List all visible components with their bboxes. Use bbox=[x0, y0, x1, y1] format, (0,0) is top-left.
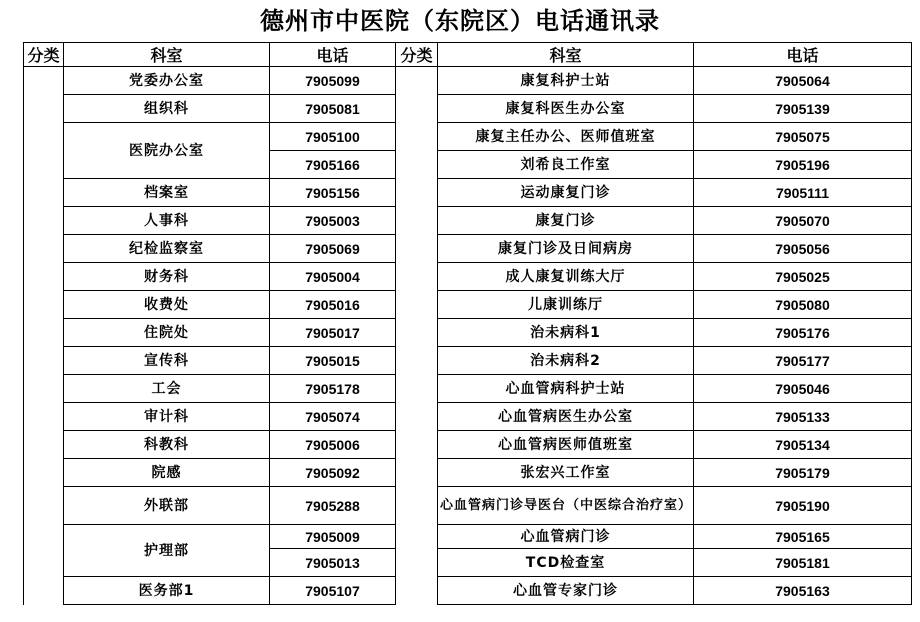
phone-cell: 7905080 bbox=[694, 291, 912, 319]
room-cell: 医务部1 bbox=[64, 577, 270, 605]
room-cell: 住院处 bbox=[64, 319, 270, 347]
header-room-right: 科室 bbox=[438, 43, 694, 67]
phone-cell: 7905165 bbox=[694, 525, 912, 549]
phone-cell: 7905074 bbox=[270, 403, 396, 431]
table-row bbox=[24, 525, 912, 549]
phone-cell: 7905006 bbox=[270, 431, 396, 459]
table-row bbox=[24, 207, 912, 235]
table-row bbox=[24, 347, 912, 375]
phone-cell: 7905133 bbox=[694, 403, 912, 431]
phone-cell: 7905139 bbox=[694, 95, 912, 123]
room-cell: 护理部 bbox=[64, 525, 270, 577]
phone-cell: 7905025 bbox=[694, 263, 912, 291]
room-cell: 儿康训练厅 bbox=[438, 291, 694, 319]
room-cell: 财务科 bbox=[64, 263, 270, 291]
room-cell: 医院办公室 bbox=[64, 123, 270, 179]
room-cell: 纪检监察室 bbox=[64, 235, 270, 263]
room-cell: 院感 bbox=[64, 459, 270, 487]
phone-cell: 7905111 bbox=[694, 179, 912, 207]
table-row bbox=[24, 291, 912, 319]
phone-cell: 7905099 bbox=[270, 67, 396, 95]
phone-cell: 7905046 bbox=[694, 375, 912, 403]
header-category-right: 分类 bbox=[396, 43, 438, 67]
room-cell: 心血管病科护士站 bbox=[438, 375, 694, 403]
phone-cell: 7905163 bbox=[694, 577, 912, 605]
table-row bbox=[24, 403, 912, 431]
phone-cell: 7905178 bbox=[270, 375, 396, 403]
table-row bbox=[24, 95, 912, 123]
room-cell: 工会 bbox=[64, 375, 270, 403]
phone-cell: 7905176 bbox=[694, 319, 912, 347]
table-row bbox=[24, 459, 912, 487]
room-cell: 科教科 bbox=[64, 431, 270, 459]
room-cell: 康复门诊 bbox=[438, 207, 694, 235]
room-cell: 审计科 bbox=[64, 403, 270, 431]
phone-cell: 7905070 bbox=[694, 207, 912, 235]
phone-cell: 7905156 bbox=[270, 179, 396, 207]
table-row bbox=[24, 375, 912, 403]
phone-cell: 7905004 bbox=[270, 263, 396, 291]
phone-cell: 7905009 bbox=[270, 525, 396, 549]
phone-cell: 7905069 bbox=[270, 235, 396, 263]
room-cell: 张宏兴工作室 bbox=[438, 459, 694, 487]
room-cell: 运动康复门诊 bbox=[438, 179, 694, 207]
category-cell-right bbox=[396, 67, 438, 605]
phone-cell: 7905190 bbox=[694, 487, 912, 525]
room-cell: 心血管病医师值班室 bbox=[438, 431, 694, 459]
phone-cell: 7905056 bbox=[694, 235, 912, 263]
table-row bbox=[24, 263, 912, 291]
room-cell: 成人康复训练大厅 bbox=[438, 263, 694, 291]
room-cell: 康复门诊及日间病房 bbox=[438, 235, 694, 263]
room-cell: 康复主任办公、医师值班室 bbox=[438, 123, 694, 151]
phone-cell: 7905081 bbox=[270, 95, 396, 123]
table-row bbox=[24, 431, 912, 459]
phone-cell: 7905288 bbox=[270, 487, 396, 525]
page-title: 德州市中医院（东院区）电话通讯录 bbox=[260, 6, 660, 35]
phone-cell: 7905107 bbox=[270, 577, 396, 605]
table-row bbox=[24, 179, 912, 207]
table-row bbox=[24, 487, 912, 525]
room-cell: 外联部 bbox=[64, 487, 270, 525]
table-row bbox=[24, 577, 912, 605]
phone-cell: 7905003 bbox=[270, 207, 396, 235]
room-cell: 刘希良工作室 bbox=[438, 151, 694, 179]
room-cell: 组织科 bbox=[64, 95, 270, 123]
phone-cell: 7905177 bbox=[694, 347, 912, 375]
room-cell: 党委办公室 bbox=[64, 67, 270, 95]
table-row bbox=[24, 319, 912, 347]
table-row bbox=[24, 123, 912, 151]
header-phone-right: 电话 bbox=[694, 43, 912, 67]
phone-cell: 7905016 bbox=[270, 291, 396, 319]
room-cell: 治未病科1 bbox=[438, 319, 694, 347]
phone-cell: 7905196 bbox=[694, 151, 912, 179]
phone-cell: 7905015 bbox=[270, 347, 396, 375]
header-category-left: 分类 bbox=[24, 43, 64, 67]
category-cell-left bbox=[24, 67, 64, 605]
phone-cell: 7905064 bbox=[694, 67, 912, 95]
room-cell: 档案室 bbox=[64, 179, 270, 207]
phone-cell: 7905166 bbox=[270, 151, 396, 179]
header-phone-left: 电话 bbox=[270, 43, 396, 67]
room-cell: 心血管专家门诊 bbox=[438, 577, 694, 605]
room-cell: 心血管病门诊 bbox=[438, 525, 694, 549]
room-cell: TCD检查室 bbox=[438, 549, 694, 577]
room-cell: 收费处 bbox=[64, 291, 270, 319]
phone-cell: 7905075 bbox=[694, 123, 912, 151]
directory-table bbox=[23, 42, 912, 605]
table-row bbox=[24, 235, 912, 263]
phone-cell: 7905181 bbox=[694, 549, 912, 577]
phone-cell: 7905100 bbox=[270, 123, 396, 151]
phone-cell: 7905134 bbox=[694, 431, 912, 459]
phone-cell: 7905013 bbox=[270, 549, 396, 577]
header-room-left: 科室 bbox=[64, 43, 270, 67]
table-row bbox=[24, 67, 912, 95]
room-cell: 心血管病医生办公室 bbox=[438, 403, 694, 431]
room-cell: 康复科护士站 bbox=[438, 67, 694, 95]
room-cell: 治未病科2 bbox=[438, 347, 694, 375]
room-cell: 人事科 bbox=[64, 207, 270, 235]
room-cell: 康复科医生办公室 bbox=[438, 95, 694, 123]
phone-cell: 7905092 bbox=[270, 459, 396, 487]
phone-cell: 7905179 bbox=[694, 459, 912, 487]
phone-cell: 7905017 bbox=[270, 319, 396, 347]
room-cell: 心血管病门诊导医台（中医综合治疗室） bbox=[438, 487, 694, 525]
header-row bbox=[24, 43, 912, 67]
room-cell: 宣传科 bbox=[64, 347, 270, 375]
